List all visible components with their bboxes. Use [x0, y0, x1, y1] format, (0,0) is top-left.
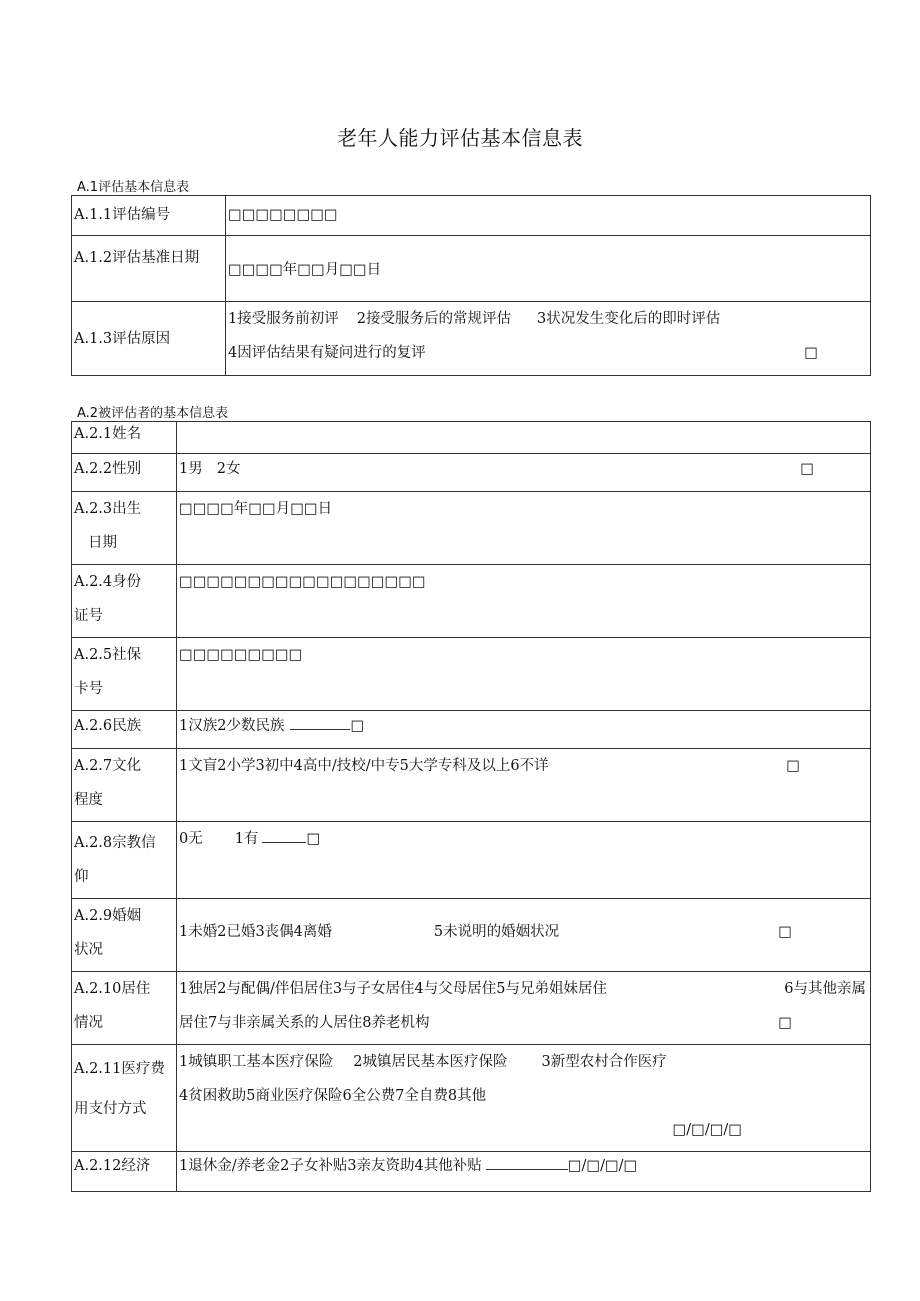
living-option-6: 6与其他亲属 — [784, 981, 866, 997]
assessment-date-label: A.1.2评估基准日期 — [72, 236, 226, 302]
social-card-label: A.2.5社保 卡号 — [72, 638, 177, 711]
assessment-id-label: A.1.1评估编号 — [72, 196, 226, 236]
religion-option-yes[interactable]: 1有 — [234, 831, 259, 847]
religion-option-none[interactable]: 0无 — [179, 831, 203, 847]
table-row — [72, 749, 871, 822]
economy-field[interactable] — [177, 1152, 871, 1192]
economy-options: 1退休金/养老金2子女补贴3亲友资助4其他补贴 — [179, 1158, 482, 1174]
religion-label: A.2.8宗教信 仰 — [72, 822, 177, 899]
religion-field[interactable] — [177, 822, 871, 899]
table-row — [72, 196, 871, 236]
section-a1-label: A.1评估基本信息表 — [77, 180, 190, 195]
table-row — [72, 638, 871, 711]
medical-option-3: 3新型农村合作医疗 — [541, 1054, 667, 1070]
assessment-reason-label: A.1.3评估原因 — [72, 302, 226, 376]
table-row — [72, 422, 871, 454]
name-label: A.2.1姓名 — [72, 422, 177, 454]
economy-blank[interactable] — [486, 1155, 568, 1170]
medical-option-2: 2城镇居民基本医疗保险 — [353, 1054, 508, 1070]
religion-checkbox[interactable]: □ — [306, 831, 321, 847]
economy-checkboxes[interactable]: □/□/□/□ — [567, 1158, 638, 1174]
living-field[interactable] — [177, 972, 871, 1045]
table-row — [72, 454, 871, 492]
assessment-id-field[interactable]: □□□□□□□□ — [226, 196, 871, 236]
birth-date-field[interactable]: □□□□年□□月□□日 — [177, 492, 871, 565]
assessment-reason-field[interactable] — [226, 302, 871, 376]
table-row — [72, 711, 871, 749]
education-checkbox[interactable]: □ — [786, 758, 800, 774]
reason-option-4[interactable]: 4因评估结果有疑问进行的复评 — [228, 345, 426, 361]
page-title: 老年人能力评估基本信息表 — [337, 126, 583, 150]
living-label: A.2.10居住 情况 — [72, 972, 177, 1045]
ethnic-label: A.2.6民族 — [72, 711, 177, 749]
marriage-option-5: 5未说明的婚姻状况 — [433, 924, 560, 940]
ethnic-blank[interactable] — [290, 715, 350, 730]
medical-checkboxes[interactable]: □/□/□/□ — [672, 1122, 742, 1138]
ethnic-options: 1汉族2少数民族 — [179, 718, 285, 734]
gender-checkbox[interactable]: □ — [800, 461, 814, 477]
education-label: A.2.7文化 程度 — [72, 749, 177, 822]
medical-options-more: 4贫困救助5商业医疗保险6全公费7全自费8其他 — [179, 1088, 487, 1104]
living-options-1: 1独居2与配偶/伴侣居住3与子女居住4与父母居住5与兄弟姐妹居住 — [179, 981, 608, 997]
marriage-options: 1未婚2已婚3丧偶4离婚 — [179, 924, 332, 940]
medical-option-1: 1城镇职工基本医疗保险 — [179, 1054, 334, 1070]
section-a2-label: A.2被评估者的基本信息表 — [77, 406, 229, 421]
reason-option-3[interactable]: 3状况发生变化后的即时评估 — [536, 311, 721, 327]
living-options-2: 居住7与非亲属关系的人居住8养老机构 — [179, 1015, 430, 1031]
name-field[interactable] — [177, 422, 871, 454]
ethnic-field[interactable] — [177, 711, 871, 749]
economy-label: A.2.12经济 — [72, 1152, 177, 1192]
ethnic-checkbox[interactable]: □ — [350, 718, 365, 734]
table-row — [72, 899, 871, 972]
table-row — [72, 1152, 871, 1192]
gender-option-male[interactable]: 1男 — [179, 461, 203, 477]
gender-option-female[interactable]: 2女 — [216, 461, 241, 477]
assessment-info-table — [71, 195, 871, 376]
table-row — [72, 236, 871, 302]
gender-field[interactable] — [177, 454, 871, 492]
religion-blank[interactable] — [262, 828, 306, 843]
assessment-date-field[interactable]: □□□□年□□月□□日 — [226, 236, 871, 302]
marriage-checkbox[interactable]: □ — [778, 924, 792, 940]
table-row — [72, 822, 871, 899]
education-options: 1文盲2小学3初中4高中/技校/中专5大学专科及以上6不详 — [179, 758, 549, 774]
marriage-field[interactable] — [177, 899, 871, 972]
table-row — [72, 565, 871, 638]
person-info-table — [71, 421, 871, 1192]
id-label: A.2.4身份 证号 — [72, 565, 177, 638]
id-number-field[interactable]: □□□□□□□□□□□□□□□□□□ — [177, 565, 871, 638]
table-row — [72, 972, 871, 1045]
table-row — [72, 492, 871, 565]
reason-checkbox[interactable]: □ — [804, 345, 818, 361]
reason-option-1[interactable]: 1接受服务前初评 — [228, 311, 339, 327]
medical-field[interactable] — [177, 1045, 871, 1152]
social-card-field[interactable]: □□□□□□□□□ — [177, 638, 871, 711]
medical-label: A.2.11医疗费 用支付方式 — [72, 1045, 177, 1152]
gender-label: A.2.2性别 — [72, 454, 177, 492]
birth-label: A.2.3出生 日期 — [72, 492, 177, 565]
reason-option-2[interactable]: 2接受服务后的常规评估 — [356, 311, 511, 327]
table-row — [72, 302, 871, 376]
education-field[interactable] — [177, 749, 871, 822]
living-checkbox[interactable]: □ — [778, 1015, 792, 1031]
marriage-label: A.2.9婚姻 状况 — [72, 899, 177, 972]
table-row — [72, 1045, 871, 1152]
